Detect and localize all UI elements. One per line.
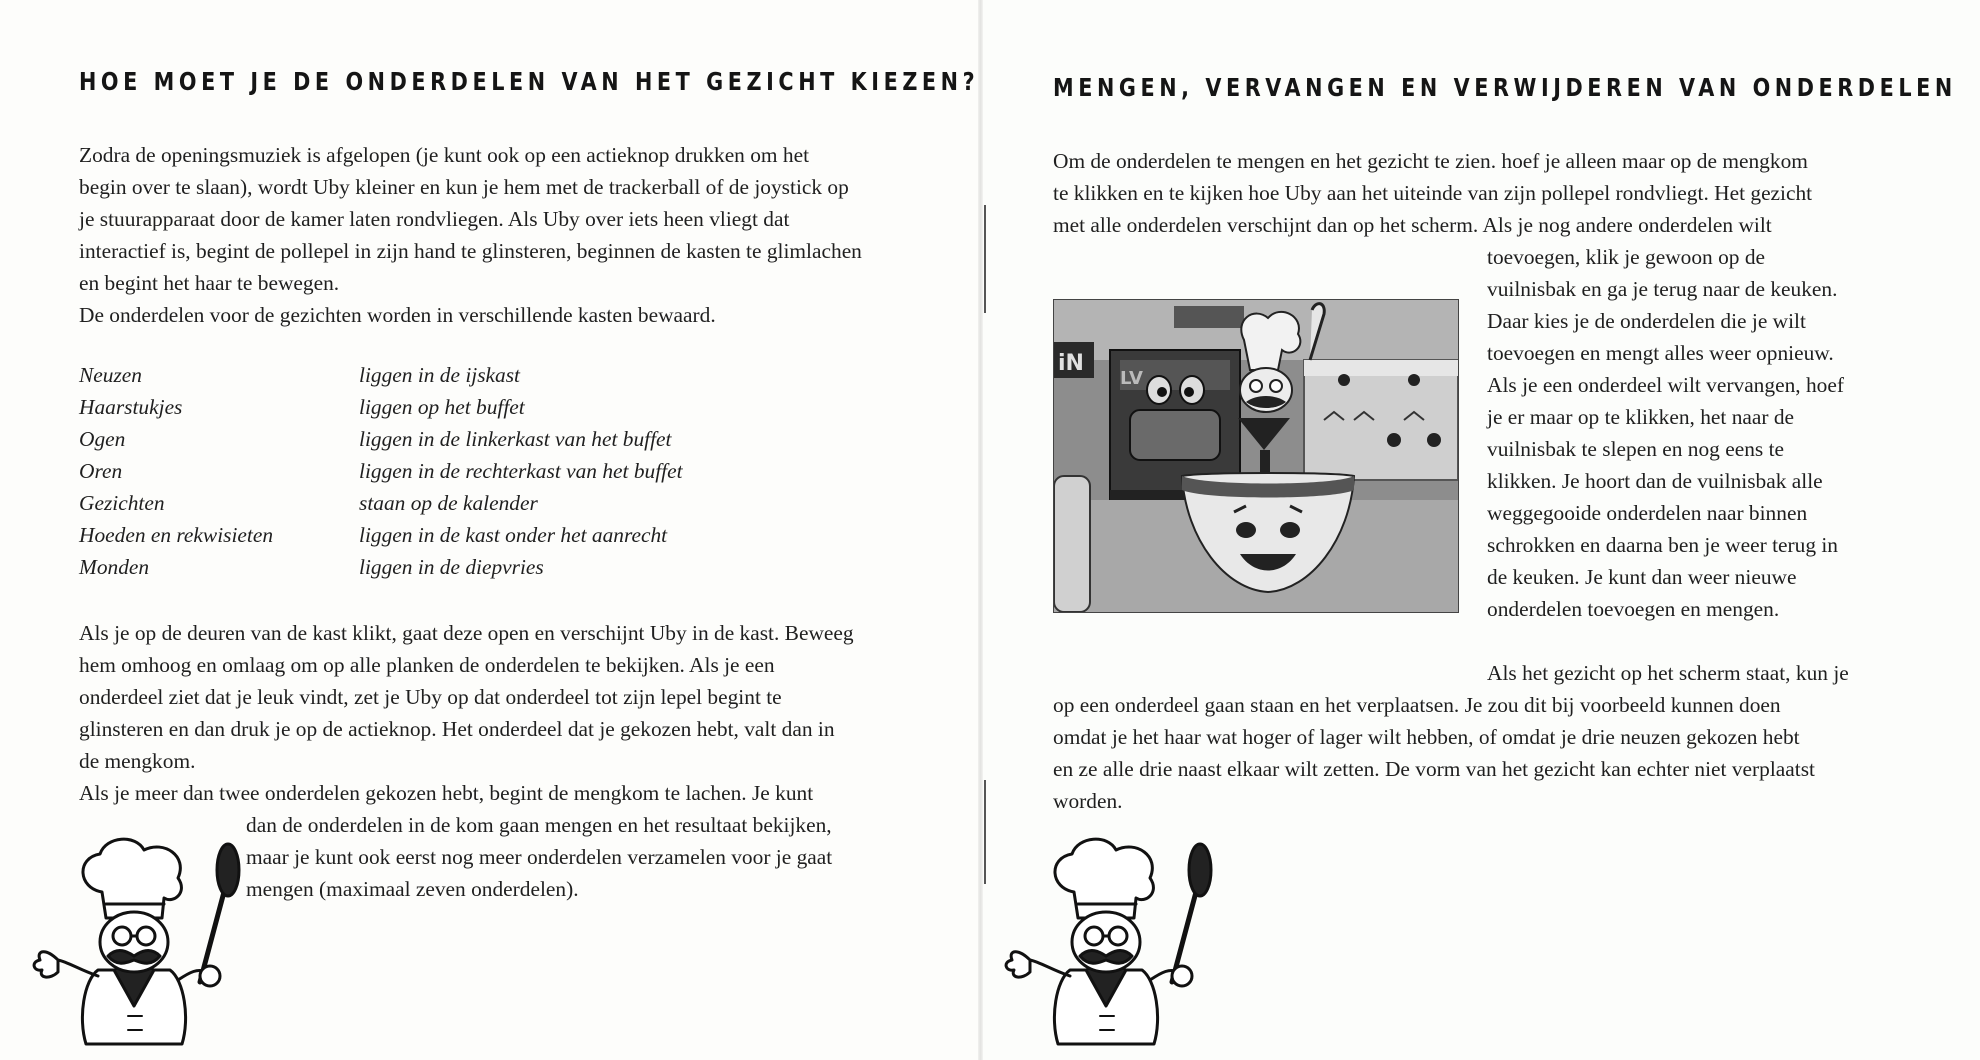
text-line: je stuurapparaat door de kamer laten rondvliegen. Als Uby over iets heen vliegt dat [79, 207, 790, 231]
list-item [79, 359, 779, 391]
text-line: Als je op de deuren van de kast klikt, gaat deze open en verschijnt Uby in de kast. Beweeg [79, 621, 854, 645]
text-line: hem omhoog en omlaag om op alle planken de onderdelen te bekijken. Als je een [79, 653, 775, 677]
part-name: Oren [79, 459, 123, 483]
text-line: onderdelen toevoegen en mengen. [1487, 597, 1780, 621]
text-line: vuilnisbak te slepen en nog eens te [1487, 437, 1785, 461]
left-page-heading: HOE MOET JE DE ONDERDELEN VAN HET GEZICHT KIEZEN? [79, 67, 980, 96]
text-line: weggegooide onderdelen naar binnen [1487, 501, 1808, 525]
cupboard-paragraph [79, 617, 959, 809]
text-line: onderdeel ziet dat je leuk vindt, zet je Uby op dat onderdeel tot zijn lepel begint te [79, 685, 782, 709]
text-line: begin over te slaan), wordt Uby kleiner en kun je hem met de trackerball of de joystick op [79, 175, 849, 199]
text-line: toevoegen, klik je gewoon op de [1487, 245, 1766, 269]
part-location: liggen in de ijskast [359, 363, 521, 387]
part-name: Hoeden en rekwisieten [79, 523, 274, 547]
mixing-intro-paragraph [1053, 145, 1953, 241]
list-item [79, 551, 779, 583]
kitchen-scene [1054, 300, 1458, 612]
list-item [79, 391, 779, 423]
text-line: Zodra de openingsmuziek is afgelopen (je kunt ook op een actieknop drukken om het [79, 143, 810, 167]
part-location: liggen in de kast onder het aanrecht [359, 523, 668, 547]
screenshot-sign: iN [1058, 351, 1084, 376]
text-line: de mengkom. [79, 749, 196, 773]
text-line: worden. [1053, 789, 1123, 813]
part-location: liggen in de rechterkast van het buffet [359, 459, 683, 483]
right-page-heading: MENGEN, VERVANGEN EN VERWIJDEREN VAN ONDERDELEN [1053, 73, 1957, 102]
mixing-paragraph [246, 809, 946, 905]
game-screenshot [1053, 299, 1459, 613]
replace-paragraph [1487, 241, 1957, 625]
screenshot-sign-2: LV [1120, 368, 1143, 389]
text-line: interactief is, begint de pollepel in zijn hand te glinsteren, beginnen de kasten te glimlachen [79, 239, 862, 263]
text-line: Als je meer dan twee onderdelen gekozen hebt, begint de mengkom te lachen. Je kunt [79, 781, 814, 805]
part-location: liggen in de linkerkast van het buffet [359, 427, 672, 451]
text-line: Daar kies je de onderdelen die je wilt [1487, 309, 1806, 333]
part-name: Gezichten [79, 491, 165, 515]
part-name: Monden [79, 555, 150, 579]
text-line: de keuken. Je kunt dan weer nieuwe [1487, 565, 1797, 589]
list-item [79, 487, 779, 519]
location-list [79, 359, 779, 583]
text-line: omdat je het haar wat hoger of lager wilt hebben, of omdat je drie neuzen gekozen hebt [1053, 725, 1800, 749]
text-line: Als je een onderdeel wilt vervangen, hoef [1487, 373, 1844, 397]
page-fold [978, 0, 983, 1060]
text-line: op een onderdeel gaan staan en het verplaatsen. Je zou dit bij voorbeeld kunnen doen [1053, 693, 1781, 717]
text-line: glinsteren en dan druk je op de actieknop. Het onderdeel dat je gekozen hebt, valt dan in [79, 717, 835, 741]
text-line: Als het gezicht op het scherm staat, kun je [1487, 661, 1849, 685]
part-name: Ogen [79, 427, 126, 451]
chef-illustration [1000, 830, 1220, 1052]
scan-mark-bottom [984, 780, 986, 884]
text-line: te klikken en te kijken hoe Uby aan het uiteinde van zijn pollepel rondvliegt. Het gezicht [1053, 181, 1813, 205]
text-line: en ze alle drie naast elkaar wilt zetten. De vorm van het gezicht kan echter niet verplaatst [1053, 757, 1815, 781]
part-location: staan op de kalender [359, 491, 538, 515]
chef-illustration [28, 830, 248, 1052]
move-paragraph [1053, 657, 1963, 817]
text-line: schrokken en daarna ben je weer terug in [1487, 533, 1839, 557]
part-location: liggen op het buffet [359, 395, 525, 419]
text-line: je er maar op te klikken, het naar de [1487, 405, 1795, 429]
text-line: klikken. Je hoort dan de vuilnisbak alle [1487, 469, 1823, 493]
part-name: Haarstukjes [79, 395, 183, 419]
text-line: mengen (maximaal zeven onderdelen). [246, 877, 579, 901]
text-line: vuilnisbak en ga je terug naar de keuken. [1487, 277, 1838, 301]
text-line: Om de onderdelen te mengen en het gezicht te zien. hoef je alleen maar op de mengkom [1053, 149, 1808, 173]
text-line: De onderdelen voor de gezichten worden in verschillende kasten bewaard. [79, 303, 716, 327]
part-location: liggen in de diepvries [359, 555, 544, 579]
list-item [79, 455, 779, 487]
part-name: Neuzen [79, 363, 142, 387]
text-line: en begint het haar te bewegen. [79, 271, 340, 295]
list-item [79, 423, 779, 455]
list-item [79, 519, 779, 551]
intro-paragraph [79, 139, 959, 331]
text-line: toevoegen en mengt alles weer opnieuw. [1487, 341, 1834, 365]
text-line: met alle onderdelen verschijnt dan op het scherm. Als je nog andere onderdelen wilt [1053, 213, 1772, 237]
text-line: dan de onderdelen in de kom gaan mengen en het resultaat bekijken, [246, 813, 832, 837]
text-line: maar je kunt ook eerst nog meer onderdelen verzamelen voor je gaat [246, 845, 833, 869]
scan-mark-top [984, 205, 986, 313]
